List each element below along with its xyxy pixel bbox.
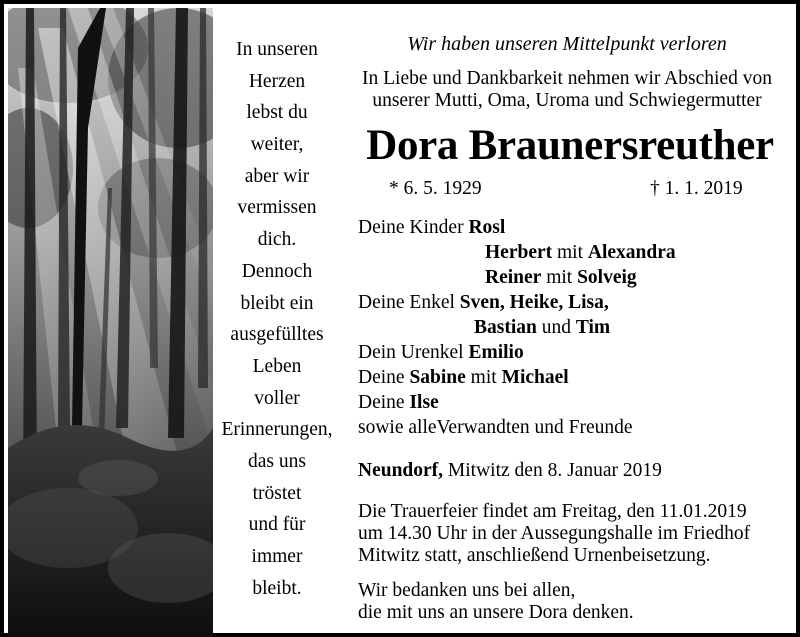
poem-line: aber wir xyxy=(244,165,310,187)
mourner-name: Bastian xyxy=(474,317,537,338)
service-info-line: Mitwitz statt, anschließend Urnenbeisetzung. xyxy=(358,545,711,566)
mourner-line xyxy=(358,340,676,365)
poem-line: das uns xyxy=(248,450,306,472)
mourner-name: Alexandra xyxy=(587,242,676,263)
mourner-name: Reiner xyxy=(485,267,542,288)
mourner-name: Rosl xyxy=(468,217,506,238)
thanks-line: die mit uns an unsere Dora denken. xyxy=(358,602,634,623)
poem-line: vermissen xyxy=(237,197,317,219)
intro-line: In Liebe und Dankbarkeit nehmen wir Abschied von xyxy=(362,68,772,89)
mourner-name: Herbert xyxy=(485,242,553,263)
place-date: Mitwitz den 8. Januar 2019 xyxy=(443,460,662,481)
mourner-line xyxy=(485,240,676,265)
memorial-poem xyxy=(216,34,338,604)
poem-line: In unseren xyxy=(236,39,318,60)
mourner-connector: mit xyxy=(541,267,578,288)
mourner-name: Sven, Heike, Lisa, xyxy=(459,292,609,313)
intro-line: unserer Mutti, Oma, Uroma und Schwiegermutter xyxy=(372,90,762,111)
poem-line: Herzen xyxy=(248,70,306,92)
poem-line: dich. xyxy=(257,229,297,251)
mourner-relation: Dein Urenkel xyxy=(358,342,469,363)
poem-line: voller xyxy=(254,387,300,409)
mourner-name: Ilse xyxy=(409,392,439,413)
poem-line: bleibt ein xyxy=(240,292,314,314)
place-date-line xyxy=(358,459,662,483)
poem-line: lebst du xyxy=(246,102,308,124)
poem-line: Leben xyxy=(252,355,302,377)
poem-line: weiter, xyxy=(250,134,304,156)
forest-sunbeam-photo xyxy=(8,8,213,637)
mourner-line xyxy=(474,315,676,340)
mourner-relation: Deine Kinder xyxy=(358,217,469,238)
mourner-connector: und xyxy=(536,317,576,338)
mourner-connector: mit xyxy=(552,242,588,263)
place-name: Neundorf, xyxy=(358,460,444,481)
mourner-name: Tim xyxy=(575,317,611,338)
headline: Wir haben unseren Mittelpunkt verloren xyxy=(407,33,727,55)
poem-line: tröstet xyxy=(252,482,302,504)
mourner-line: sowie alleVerwandten und Freunde xyxy=(358,417,633,438)
poem-line: ausgefülltes xyxy=(230,324,324,346)
mourner-name: Solveig xyxy=(577,267,637,288)
poem-line: und für xyxy=(248,514,306,536)
birth-date: * 6. 5. 1929 xyxy=(389,178,482,199)
death-date: † 1. 1. 2019 xyxy=(650,178,743,199)
mourner-line xyxy=(358,290,676,315)
poem-line: immer xyxy=(251,546,303,567)
mourner-relation: Deine Enkel xyxy=(358,292,460,313)
poem-line: Erinnerungen, xyxy=(221,419,333,441)
thanks-line: Wir bedanken uns bei allen, xyxy=(358,580,576,601)
mourner-relation: Deine xyxy=(358,367,410,388)
mourner-line xyxy=(358,365,676,390)
mourner-line xyxy=(485,265,676,290)
service-info-line: um 14.30 Uhr in der Aussegungshalle im Friedhof xyxy=(358,523,751,544)
mourner-connector: mit xyxy=(465,367,502,388)
mourner-line xyxy=(358,215,676,240)
deceased-name: Dora Braunersreuther xyxy=(366,122,774,169)
poem-line: Dennoch xyxy=(241,260,313,282)
mourner-name: Michael xyxy=(501,367,569,388)
mourner-name: Sabine xyxy=(409,367,466,388)
mourners-list xyxy=(358,215,676,440)
mourner-relation: Deine xyxy=(358,392,410,413)
mourner-name: Emilio xyxy=(468,342,524,363)
service-info-line: Die Trauerfeier findet am Freitag, den 11.01.2019 xyxy=(358,501,747,522)
mourner-line xyxy=(358,390,676,415)
poem-line: bleibt. xyxy=(252,577,302,599)
